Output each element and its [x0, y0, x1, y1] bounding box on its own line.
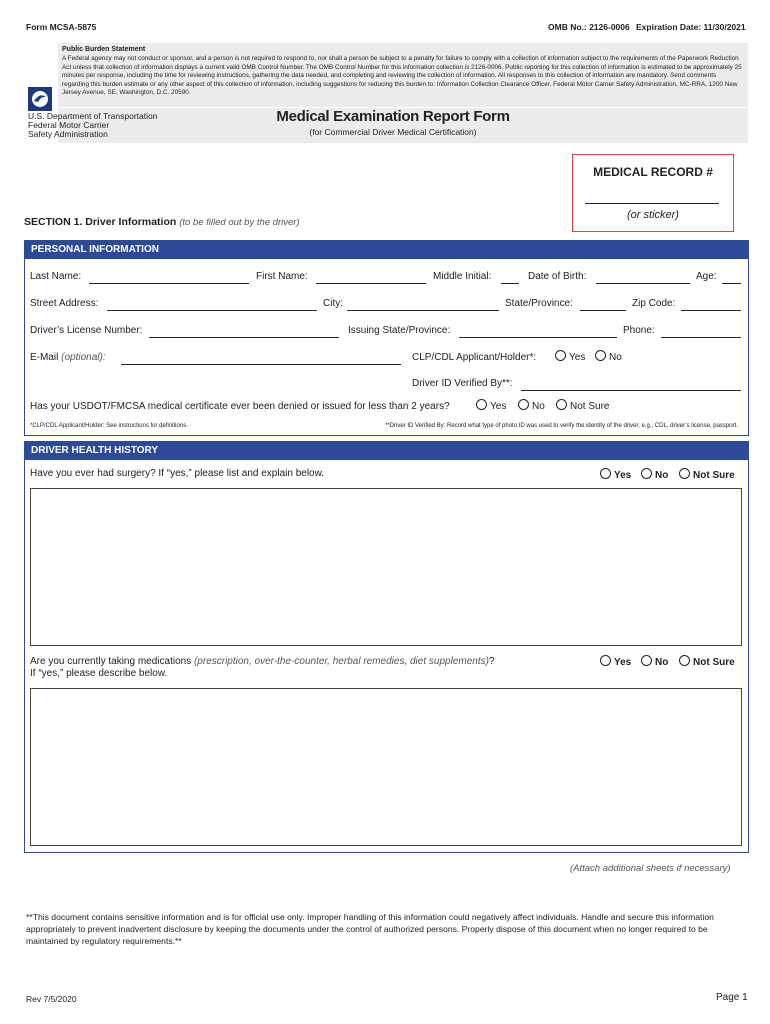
burden-text: A Federal agency may not conduct or sponsor, and a person is not required to respond to, nor shall a person be subject to a penalty for failure to comply with a collection of information subject to the requirements of the Paperwork Reduction Act unless that collection of information displays a current valid OMB Control Number. The OMB Control Number for this information collection is 2126-0006. Public reporting for this collection of information is estimated to be approximately 25 minutes per response, including the time for reviewing instructions, gathering the data needed, and completing and reviewing the collection of information. All responses to this collection of information are mandatory. Send comments regarding this burden estimate or any other aspect of this collection of information, including suggestions for reducing this burden to: Information Collection Clearance Officer, Federal Motor Carrier Safety Administration, MC-RRA, 1200 New Jersey Avenue, SE, Washington, D.C. 20590. [62, 55, 742, 97]
attach-note: (Attach additional sheets if necessary) [570, 863, 731, 874]
meds-not-sure-label: Not Sure [693, 657, 735, 668]
city-field[interactable] [347, 310, 499, 311]
medical-record-title: MEDICAL RECORD # [593, 165, 713, 179]
section1-title [24, 216, 300, 228]
section1-label: SECTION 1. Driver Information [24, 216, 177, 228]
street-field[interactable] [107, 310, 317, 311]
form-id: Form MCSA-5875 [26, 22, 97, 32]
burden-title: Public Burden Statement [62, 46, 146, 53]
radio-icon[interactable] [518, 399, 529, 410]
license-label: Driver’s License Number: [30, 325, 143, 336]
dob-field[interactable] [596, 283, 690, 284]
medications-description-box[interactable] [30, 688, 742, 846]
denied-not-sure-label: Not Sure [570, 401, 610, 412]
denied-not-sure-option[interactable] [556, 399, 609, 412]
email-label-text: E-Mail [30, 352, 59, 363]
radio-icon[interactable] [595, 350, 606, 361]
revision-date: Rev 7/5/2020 [26, 994, 77, 1004]
radio-icon[interactable] [641, 468, 652, 479]
confidentiality-notice: **This document contains sensitive information and is for official use only. Improper handling of this information could negatively affect individuals. Handle and secure this information appropriately to prevent inadvertent disclosure by keeping the documents under the control of authorized persons. Properly dispose of this document when no longer required to be maintained by regulatory requirements.** [26, 912, 714, 946]
denied-yes-label: Yes [490, 401, 507, 412]
denied-no-option[interactable] [518, 399, 545, 412]
zip-label: Zip Code: [632, 298, 676, 309]
agency-line3: Safety Administration [28, 129, 108, 139]
denied-yes-option[interactable] [476, 399, 506, 412]
radio-icon[interactable] [600, 655, 611, 666]
expiration-date: Expiration Date: 11/30/2021 [636, 22, 746, 32]
first-name-field[interactable] [316, 283, 426, 284]
surgery-not-sure-label: Not Sure [693, 470, 735, 481]
dot-logo-icon [28, 87, 52, 111]
medical-record-sub: (or sticker) [627, 209, 679, 221]
radio-icon[interactable] [679, 468, 690, 479]
radio-icon[interactable] [476, 399, 487, 410]
medications-question [30, 656, 495, 667]
page-number: Page 1 [716, 992, 748, 1003]
medications-subquestion: If “yes,” please describe below. [30, 668, 168, 679]
agency-line1: U.S. Department of Transportation [28, 111, 158, 121]
email-optional: (optional): [61, 352, 106, 363]
phone-label: Phone: [623, 325, 655, 336]
surgery-explanation-box[interactable] [30, 488, 742, 646]
agency-line2: Federal Motor Carrier [28, 120, 110, 130]
personal-info-heading: PERSONAL INFORMATION [25, 241, 748, 259]
meds-q-text: Are you currently taking medications [30, 656, 192, 667]
section1-note: (to be filled out by the driver) [179, 217, 300, 228]
dob-label: Date of Birth: [528, 271, 587, 282]
age-field[interactable] [722, 283, 741, 284]
issuing-state-label: Issuing State/Province: [348, 325, 451, 336]
clp-yes-label: Yes [569, 352, 586, 363]
middle-initial-label: Middle Initial: [433, 271, 492, 282]
meds-no-label: No [655, 657, 669, 668]
age-label: Age: [696, 271, 717, 282]
city-label: City: [323, 298, 343, 309]
verified-label: Driver ID Verified By**: [412, 378, 513, 389]
form-subtitle: (for Commercial Driver Medical Certification) [309, 127, 477, 137]
last-name-label: Last Name: [30, 271, 82, 282]
clp-no-option[interactable] [595, 350, 622, 363]
clp-label: CLP/CDL Applicant/Holder*: [412, 352, 537, 363]
surgery-no-option[interactable] [641, 468, 668, 481]
middle-initial-field[interactable] [501, 283, 519, 284]
medical-record-field[interactable] [585, 203, 719, 204]
issuing-state-field[interactable] [459, 337, 617, 338]
surgery-yes-label: Yes [614, 470, 632, 481]
zip-field[interactable] [681, 310, 741, 311]
email-label [30, 352, 106, 363]
medical-record-box [572, 154, 734, 232]
agency-name [28, 112, 157, 139]
phone-field[interactable] [661, 337, 741, 338]
omb-number: OMB No.: 2126-0006 [548, 22, 630, 32]
surgery-question: Have you ever had surgery? If “yes,” please list and explain below. [30, 468, 325, 479]
meds-paren: (prescription, over-the-counter, herbal remedies, diet supplements) [193, 656, 489, 667]
surgery-not-sure-option[interactable] [679, 468, 735, 481]
clp-no-label: No [609, 352, 622, 363]
state-label: State/Province: [505, 298, 573, 309]
first-name-label: First Name: [256, 271, 308, 282]
state-field[interactable] [580, 310, 626, 311]
personal-info-panel [24, 240, 749, 436]
meds-yes-option[interactable] [600, 655, 631, 668]
radio-icon[interactable] [555, 350, 566, 361]
meds-no-option[interactable] [641, 655, 668, 668]
form-title: Medical Examination Report Form [276, 108, 510, 125]
burden-statement [58, 43, 748, 107]
denied-no-label: No [532, 401, 545, 412]
radio-icon[interactable] [641, 655, 652, 666]
denied-question: Has your USDOT/FMCSA medical certificate ever been denied or issued for less than 2 years? [30, 401, 450, 412]
meds-q-end: ? [488, 656, 495, 667]
last-name-field[interactable] [89, 283, 249, 284]
radio-icon[interactable] [600, 468, 611, 479]
radio-icon[interactable] [556, 399, 567, 410]
id-footnote: **Driver ID Verified By: Record what type of photo ID was used to verify the identity of the driver, e.g., CDL, driver’s license, passport. [385, 423, 738, 429]
verified-field[interactable] [521, 390, 741, 391]
surgery-no-label: No [655, 470, 669, 481]
radio-icon[interactable] [679, 655, 690, 666]
health-history-heading: DRIVER HEALTH HISTORY [25, 442, 748, 460]
email-field[interactable] [121, 364, 401, 365]
meds-not-sure-option[interactable] [679, 655, 735, 668]
clp-footnote: *CLP/CDL Applicant/Holder: See instructions for definitions. [30, 423, 188, 429]
meds-yes-label: Yes [614, 657, 632, 668]
health-history-panel [24, 441, 749, 853]
clp-yes-option[interactable] [555, 350, 585, 363]
street-label: Street Address: [30, 298, 99, 309]
license-field[interactable] [149, 337, 339, 338]
surgery-yes-option[interactable] [600, 468, 631, 481]
